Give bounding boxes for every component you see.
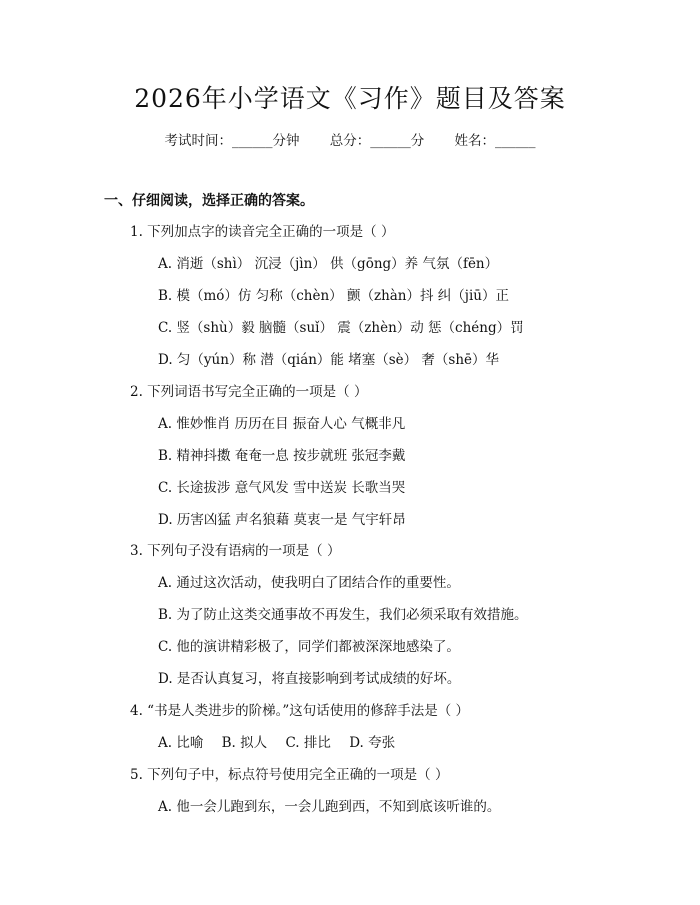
question-5-option-a: A. 他一会儿跑到东，一会儿跑到西，不知到底该听谁的。 xyxy=(158,799,501,815)
total-score-field: 总分：______分 xyxy=(329,133,425,149)
question-4-option-b: B. 拟人 xyxy=(221,735,268,751)
question-5-stem: 5. 下列句子中，标点符号使用完全正确的一项是（ ） xyxy=(130,767,449,783)
question-1-option-c: C. 竖（shù）毅 脑髓（suǐ） 震（zhèn）动 惩（chéng）罚 xyxy=(158,320,524,336)
question-2-stem: 2. 下列词语书写完全正确的一项是（ ） xyxy=(130,384,368,400)
question-3-option-b: B. 为了防止这类交通事故不再发生，我们必须采取有效措施。 xyxy=(158,607,528,623)
question-1-option-a: A. 消逝（shì） 沉浸（jìn） 供（gōng）养 气氛（fēn） xyxy=(158,256,499,272)
page-title: 2026年小学语文《习作》题目及答案 xyxy=(134,84,566,113)
question-3-option-c: C. 他的演讲精彩极了，同学们都被深深地感染了。 xyxy=(158,639,460,655)
question-4-option-a: A. 比喻 xyxy=(158,735,204,751)
question-3-option-d: D. 是否认真复习，将直接影响到考试成绩的好坏。 xyxy=(158,671,461,687)
question-2-option-b: B. 精神抖擞 奄奄一息 按步就班 张冠李戴 xyxy=(158,448,406,464)
question-1-stem: 1. 下列加点字的读音完全正确的一项是（ ） xyxy=(130,224,395,240)
question-2-option-c: C. 长途拔涉 意气风发 雪中送炭 长歌当哭 xyxy=(158,480,406,496)
question-3-option-a: A. 通过这次活动，使我明白了团结合作的重要性。 xyxy=(158,575,460,591)
question-2-option-a: A. 惟妙惟肖 历历在目 振奋人心 气概非凡 xyxy=(158,416,406,432)
question-1-option-b: B. 模（mó）仿 匀称（chèn） 颤（zhàn）抖 纠（jiū）正 xyxy=(158,288,509,304)
question-3-stem: 3. 下列句子没有语病的一项是（ ） xyxy=(130,543,341,559)
question-1-option-d: D. 匀（yún）称 潜（qián）能 堵塞（sè） 奢（shē）华 xyxy=(158,352,500,368)
question-2-option-d: D. 历害凶猛 声名狼藉 莫衷一是 气宇轩昂 xyxy=(158,512,406,528)
exam-time-field: 考试时间：______分钟 xyxy=(164,133,300,149)
question-4-option-c: C. 排比 xyxy=(285,735,331,751)
exam-meta xyxy=(0,131,700,151)
section-heading: 一、仔细阅读，选择正确的答案。 xyxy=(104,193,314,209)
question-4-stem: 4. “书是人类进步的阶梯。”这句话使用的修辞手法是（ ） xyxy=(130,703,470,719)
question-4-options xyxy=(158,733,409,753)
student-name-field: 姓名：______ xyxy=(454,133,536,149)
question-4-option-d: D. 夸张 xyxy=(349,735,396,751)
